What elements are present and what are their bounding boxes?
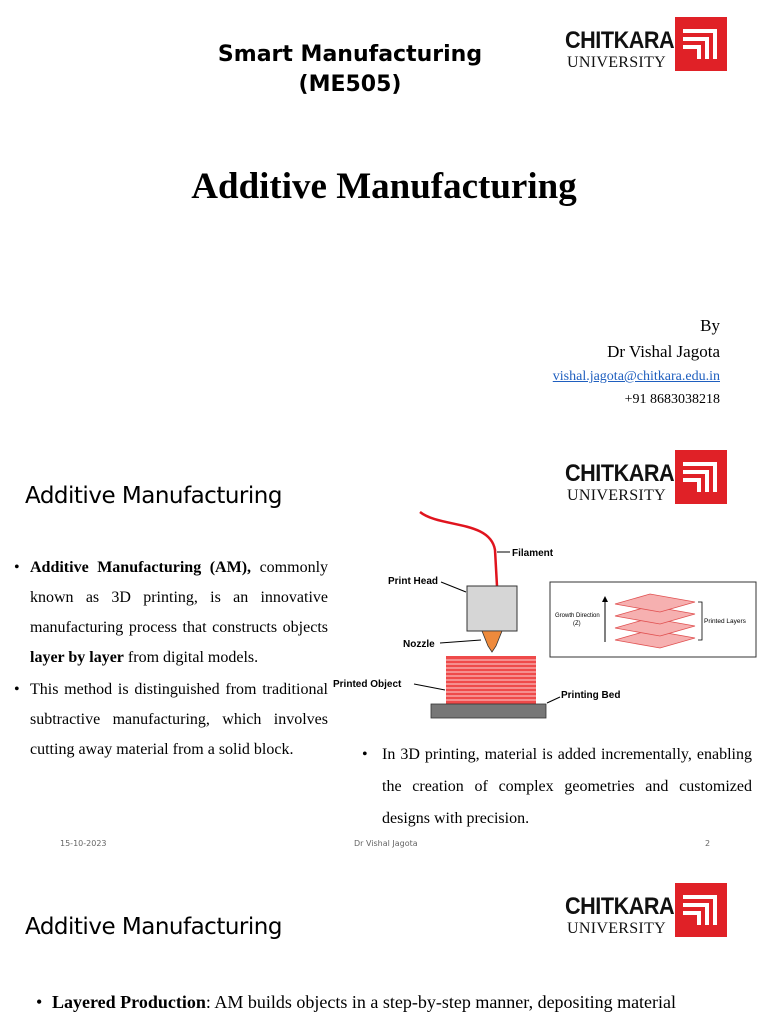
label-print-head: Print Head: [388, 576, 439, 587]
author-name: Dr Vishal Jagota: [607, 342, 720, 361]
logo-name: CHITKARA: [565, 893, 675, 920]
by-label: By: [700, 316, 720, 335]
print-head: [467, 586, 517, 631]
logo-name: CHITKARA: [565, 27, 675, 54]
slide-title: Additive Manufacturing: [25, 914, 282, 940]
bold-term: Additive Manufacturing (AM),: [30, 559, 252, 576]
printed-object: [446, 656, 536, 704]
label-growth-direction: Growth Direction: [555, 613, 600, 619]
list-item: • This method is distinguished from traditional subtractive manufacturing, which involves cutting away material from a solid block.: [14, 675, 328, 765]
bold-term: layer by layer: [30, 649, 124, 666]
left-bullet-list: [14, 553, 328, 767]
nozzle: [482, 631, 502, 652]
footer-author: Dr Vishal Jagota: [354, 839, 418, 848]
slide-title: Additive Manufacturing: [25, 483, 282, 509]
bullet-list: [36, 988, 756, 1016]
logo-subtitle: UNIVERSITY: [567, 54, 666, 71]
course-name: Smart Manufacturing: [217, 42, 483, 67]
course-code: (ME505): [298, 72, 402, 97]
list-item: • In 3D printing, material is added incrementally, enabling the creation of complex geometries and customized designs with precision.: [362, 739, 752, 835]
list-item: [14, 553, 328, 673]
author-block: [553, 313, 720, 411]
logo-mark-icon: [675, 17, 727, 71]
university-logo: [565, 883, 727, 939]
author-phone: +91 8683038218: [624, 392, 720, 407]
list-item: [36, 988, 756, 1016]
bold-term: Layered Production: [52, 992, 206, 1012]
logo-subtitle: UNIVERSITY: [567, 920, 666, 937]
text: : AM builds objects in a step-by-step manner, depositing material: [205, 992, 677, 1012]
label-printing-bed: Printing Bed: [561, 690, 621, 701]
footer-page-number: 2: [705, 839, 711, 848]
presentation-title: Additive Manufacturing: [191, 166, 577, 207]
slide-3: [0, 866, 768, 1024]
label-printed-object: Printed Object: [333, 679, 402, 690]
footer-date: 15-10-2023: [60, 839, 107, 848]
course-title: [190, 40, 510, 100]
logo-name: CHITKARA: [565, 460, 675, 487]
printing-bed: [431, 704, 546, 718]
logo-subtitle: UNIVERSITY: [567, 487, 666, 504]
3d-printing-diagram: [330, 510, 760, 725]
logo-mark-icon: [675, 883, 727, 937]
slide-1: [0, 0, 768, 433]
logo-mark-icon: [675, 450, 727, 504]
label-filament: Filament: [512, 548, 554, 559]
label-nozzle: Nozzle: [403, 639, 435, 650]
label-growth-z: (Z): [573, 621, 581, 627]
university-logo: [565, 17, 727, 73]
author-email-link[interactable]: vishal.jagota@chitkara.edu.in: [552, 369, 720, 384]
right-bullet-list: [362, 739, 752, 835]
filament-line: [420, 512, 497, 586]
text: commonly known as 3D printing, is an innovative manufacturing process that constructs objects: [30, 559, 329, 636]
slide-2: [0, 433, 768, 866]
label-printed-layers: Printed Layers: [704, 618, 746, 625]
text: from digital models.: [123, 649, 259, 666]
university-logo: [565, 450, 727, 506]
